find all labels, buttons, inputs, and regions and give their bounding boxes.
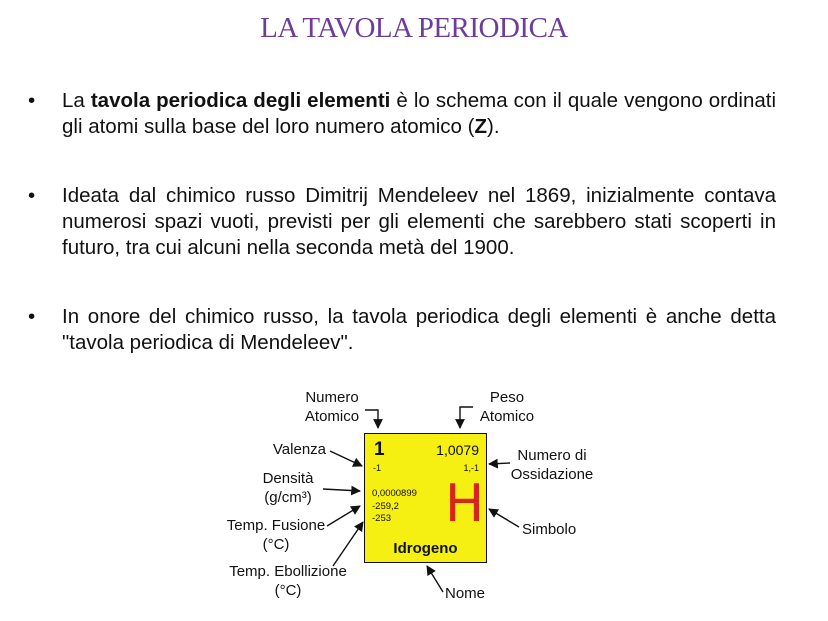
boiling-value: -253 [372, 513, 392, 524]
label-temp-ebollizione [222, 562, 354, 600]
physical-values [372, 488, 417, 526]
label-simbolo: Simbolo [522, 521, 577, 538]
atomic-weight: 1,0079 [436, 442, 479, 458]
label-temp-fusione-line2: (°C) [262, 536, 290, 553]
density-value: 0,0000899 [372, 488, 417, 499]
label-valenza: Valenza [272, 441, 326, 458]
bullet-text-3: In onore del chimico russo, la tavola periodica degli elementi è anche detta "tavola periodica di Mendeleev". [62, 305, 776, 354]
bullet-dot: • [28, 89, 36, 112]
label-densita-line2: (g/cm³) [264, 489, 312, 506]
label-densita-line1: Densità [262, 470, 314, 487]
label-temp-ebollizione-line2: (°C) [274, 582, 302, 599]
label-temp-fusione [224, 516, 328, 554]
element-cell-hydrogen [364, 433, 487, 563]
arrow-temp-fusione [327, 506, 360, 526]
bullet-1-bold-z: Z [474, 115, 488, 138]
label-temp-ebollizione-line1: Temp. Ebollizione [229, 563, 347, 580]
arrow-numero-atomico [365, 410, 378, 428]
arrow-densita [323, 489, 360, 491]
label-numero-ossidazione-line2: Ossidazione [510, 466, 594, 483]
label-numero-atomico-line2: Atomico [304, 408, 360, 425]
label-peso-atomico-line1: Peso [489, 389, 525, 406]
label-numero-ossidazione [504, 446, 600, 484]
label-numero-atomico [300, 388, 364, 426]
element-name: Idrogeno [393, 540, 458, 557]
bullet-item-3 [28, 304, 776, 356]
arrow-valenza [330, 451, 362, 466]
label-peso-atomico-line2: Atomico [479, 408, 535, 425]
label-peso-atomico [475, 388, 539, 426]
label-numero-atomico-line1: Numero [305, 389, 359, 406]
page-title: LA TAVOLA PERIODICA [260, 12, 568, 44]
bullet-item-2 [28, 183, 776, 261]
label-nome: Nome [445, 585, 486, 602]
arrow-temp-ebollizione [333, 522, 363, 566]
bullet-1-bold-term: tavola periodica degli elementi [90, 89, 391, 112]
atomic-number: 1 [374, 439, 385, 460]
oxidation-value: 1,-1 [463, 463, 479, 473]
valence-value: -1 [373, 463, 382, 473]
arrow-numero-ossidazione [489, 463, 510, 464]
bullet-item-1 [28, 88, 776, 140]
bullet-1-part-1: La [62, 89, 91, 112]
arrow-peso-atomico [460, 407, 473, 428]
bullet-dot: • [28, 184, 36, 207]
arrow-simbolo [489, 509, 519, 527]
arrow-nome [427, 566, 443, 592]
bullet-1-part-3: è lo schema con il quale vengono ordinati gli atomi sulla base del loro numero atomico ( [62, 89, 777, 138]
element-symbol: H [445, 474, 485, 534]
bullet-dot: • [28, 305, 36, 328]
bullet-1-part-5: ). [487, 115, 500, 138]
bullet-text-1 [62, 89, 776, 138]
bullet-list [28, 88, 776, 356]
label-densita [250, 469, 326, 507]
melting-value: -259,2 [372, 500, 399, 512]
label-temp-fusione-line1: Temp. Fusione [226, 517, 326, 534]
label-numero-ossidazione-line1: Numero di [517, 447, 587, 464]
bullet-text-2: Ideata dal chimico russo Dimitrij Mendeleev nel 1869, inizialmente contava numerosi spazi vuoti, previsti per gli elementi che sarebbero stati scoperti in futuro, tra cui alcuni nella seconda metà del 1900. [62, 184, 776, 259]
